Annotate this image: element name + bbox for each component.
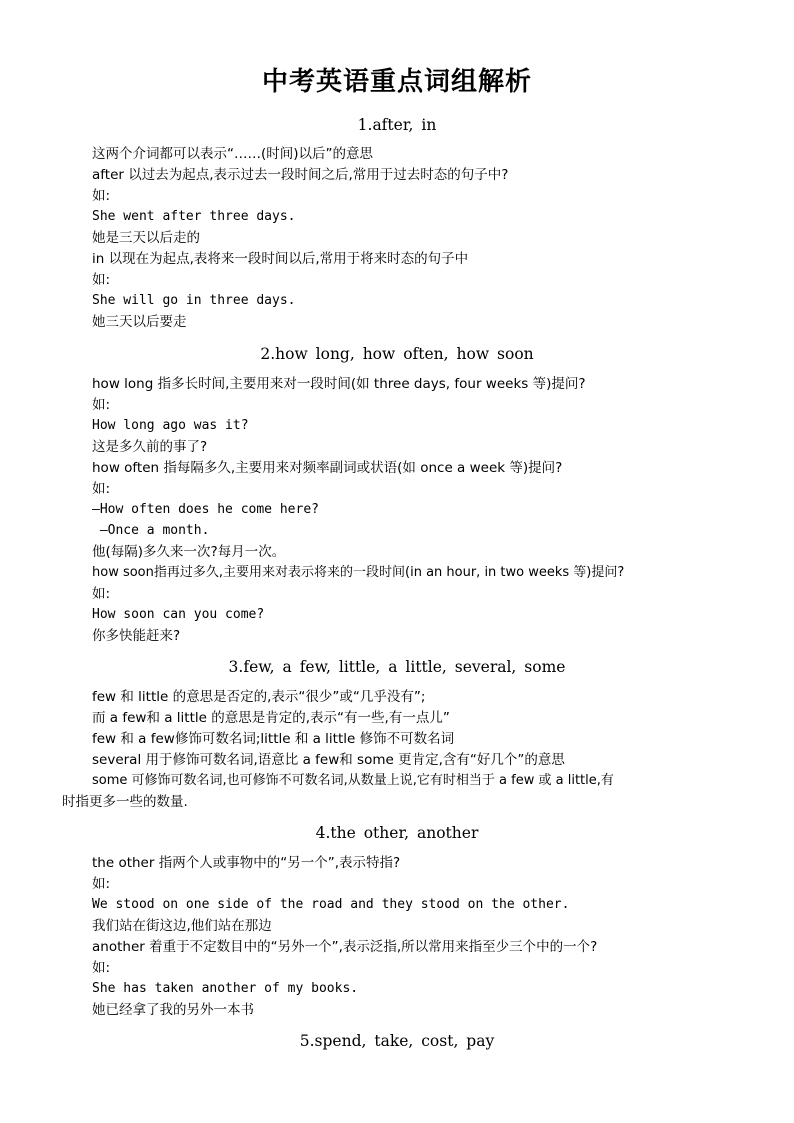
- section-4-line: 如:: [92, 876, 111, 892]
- section-1-line: 如:: [92, 188, 111, 204]
- section-1-example-en: She will go in three days.: [92, 293, 296, 308]
- section-heading-2: 2.how long, how often, how soon: [260, 345, 534, 363]
- section-1-line: in 以现在为起点,表将来一段时间以后,常用于将来时态的句子中: [92, 251, 469, 267]
- section-1-example-en: She went after three days.: [92, 209, 296, 224]
- section-4-example-cn: 她已经拿了我的另外一本书: [92, 1002, 254, 1018]
- section-4-example-en: We stood on one side of the road and they stood on the other.: [92, 897, 570, 912]
- section-2-line: how long 指多长时间,主要用来对一段时间(如 three days, four weeks 等)提问?: [92, 376, 586, 392]
- section-3-line: few 和 little 的意思是否定的,表示“很少”或“几乎没有”;: [92, 689, 426, 705]
- section-1-example-cn: 她三天以后要走: [92, 314, 187, 330]
- section-2-example-en: How soon can you come?: [92, 607, 265, 622]
- section-1-example-cn: 她是三天以后走的: [92, 230, 200, 246]
- section-2-line: how soon指再过多久,主要用来对表示将来的一段时间(in an hour, in two weeks 等)提问?: [92, 565, 625, 580]
- section-4-example-cn: 我们站在街这边,他们站在那边: [92, 918, 272, 934]
- document-title: 中考英语重点词组解析: [261, 67, 532, 97]
- section-heading-3: 3.few, a few, little, a little, several, some: [228, 658, 566, 676]
- section-2-line: how often 指每隔多久,主要用来对频率副词或状语(如 once a week 等)提问?: [92, 460, 563, 476]
- section-2-line: 如:: [92, 586, 111, 602]
- section-3-line: some 可修饰可数名词,也可修饰不可数名词,从数量上说,它有时相当于 a few 或 a little,有: [92, 773, 614, 788]
- section-4-line: the other 指两个人或事物中的“另一个”,表示特指?: [92, 855, 401, 871]
- section-2-example-cn: 他(每隔)多久来一次?每月一次。: [92, 544, 286, 560]
- section-1-line: 这两个介词都可以表示“……(时间)以后”的意思: [92, 146, 374, 162]
- section-3-line: 而 a few和 a little 的意思是肯定的,表示“有一些,有一点儿”: [92, 710, 450, 726]
- section-2-example-en: —How often does he come here?: [92, 502, 319, 517]
- section-2-example-cn: 你多快能赶来?: [92, 628, 181, 644]
- section-heading-1: 1.after, in: [357, 116, 437, 134]
- section-heading-4: 4.the other, another: [315, 824, 479, 842]
- section-1-line: 如:: [92, 272, 111, 288]
- section-2-example-cn: 这是多久前的事了?: [92, 439, 208, 455]
- section-3-line: few 和 a few修饰可数名词;little 和 a little 修饰不可数名词: [92, 731, 455, 747]
- section-2-line: 如:: [92, 397, 111, 413]
- section-4-line: another 着重于不定数目中的“另外一个”,表示泛指,所以常用来指至少三个中的一个?: [92, 939, 598, 955]
- section-1-line: after 以过去为起点,表示过去一段时间之后,常用于过去时态的句子中?: [92, 167, 509, 183]
- section-4-line: 如:: [92, 960, 111, 976]
- section-4-example-en: She has taken another of my books.: [92, 981, 359, 996]
- section-2-line: 如:: [92, 481, 111, 497]
- section-heading-5: 5.spend, take, cost, pay: [299, 1032, 495, 1050]
- section-2-example-en: —Once a month.: [92, 523, 210, 538]
- section-3-line: several 用于修饰可数名词,语意比 a few和 some 更肯定,含有“好几个”的意思: [92, 752, 565, 768]
- section-2-example-en: How long ago was it?: [92, 418, 249, 433]
- section-3-line-continued: 时指更多一些的数量.: [62, 794, 188, 810]
